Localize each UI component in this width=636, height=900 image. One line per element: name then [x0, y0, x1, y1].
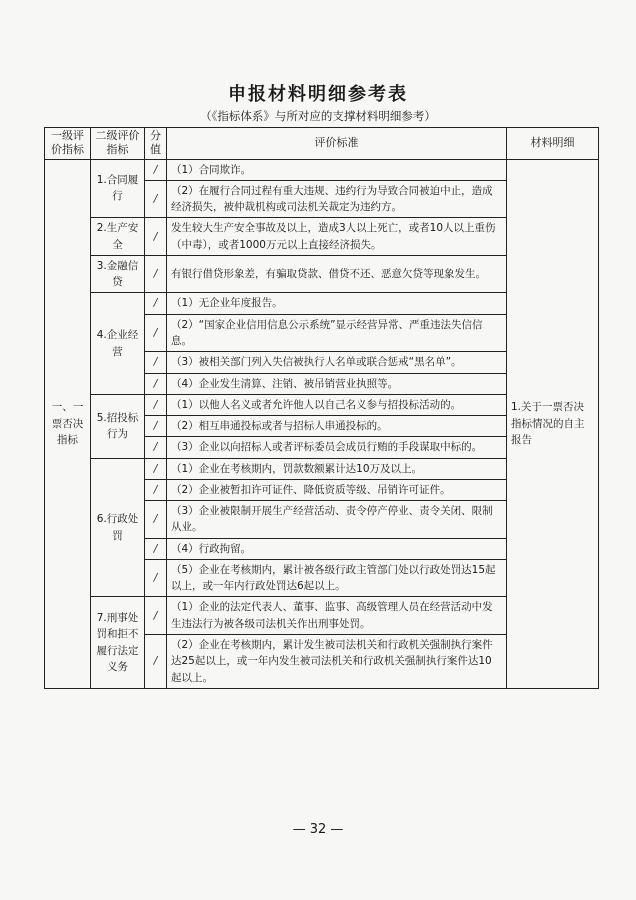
- table-header-row: [45, 128, 599, 160]
- criteria-cell: （3）企业以向招标人或者评标委员会成员行贿的手段谋取中标的。: [167, 437, 507, 458]
- level1-indicator-cell: 一、一票否决指标: [45, 159, 91, 688]
- materials-table: [44, 127, 599, 689]
- criteria-cell: 有银行借贷形象差，有骗取贷款、借贷不还、恶意欠贷等现象发生。: [167, 255, 507, 293]
- criteria-cell: （4）企业发生清算、注销、被吊销营业执照等。: [167, 373, 507, 394]
- score-cell: /: [145, 218, 167, 256]
- score-cell: /: [145, 255, 167, 293]
- level2-indicator-cell: 5.招投标行为: [91, 394, 145, 458]
- score-cell: /: [145, 394, 167, 415]
- criteria-cell: （3）企业被限制开展生产经营活动、责令停产停业、责令关闭、限制从业。: [167, 501, 507, 539]
- table-body: [45, 159, 599, 688]
- score-cell: /: [145, 634, 167, 688]
- score-cell: /: [145, 458, 167, 479]
- criteria-cell: （2）企业被暂扣许可证件、降低资质等级、吊销许可证件。: [167, 479, 507, 500]
- table-row: [45, 159, 599, 180]
- score-cell: /: [145, 180, 167, 218]
- header-level1: 一级评价指标: [45, 128, 91, 160]
- score-cell: /: [145, 501, 167, 539]
- header-score: 分值: [145, 128, 167, 160]
- score-cell: /: [145, 437, 167, 458]
- criteria-cell: （4）行政拘留。: [167, 538, 507, 559]
- criteria-cell: （5）企业在考核期内，累计被各级行政主管部门处以行政处罚达15起以上，或一年内行政处罚达6起以上。: [167, 559, 507, 597]
- criteria-cell: （2）“国家企业信用信息公示系统”显示经营异常、严重违法失信信息。: [167, 314, 507, 352]
- criteria-cell: 发生较大生产安全事故及以上，造成3人以上死亡，或者10人以上重伤（中毒），或者1000万元以上直接经济损失。: [167, 218, 507, 256]
- page-title: 申报材料明细参考表: [228, 84, 408, 105]
- score-cell: /: [145, 559, 167, 597]
- level2-indicator-cell: 3.金融信贷: [91, 255, 145, 293]
- score-cell: /: [145, 479, 167, 500]
- score-cell: /: [145, 314, 167, 352]
- score-cell: /: [145, 538, 167, 559]
- criteria-cell: （2）企业在考核期内，累计发生被司法机关和行政机关强制执行案件达25起以上，或一年内发生被司法机关和行政机关强制执行案件达10起以上。: [167, 634, 507, 688]
- score-cell: /: [145, 416, 167, 437]
- header-level2: 二级评价指标: [91, 128, 145, 160]
- header-materials: 材料明细: [507, 128, 599, 160]
- level2-indicator-cell: 4.企业经营: [91, 293, 145, 394]
- level2-indicator-cell: 1.合同履行: [91, 159, 145, 218]
- page-number: — 32 —: [292, 822, 344, 837]
- materials-cell: 1.关于一票否决指标情况的自主报告: [507, 159, 599, 688]
- criteria-cell: （1）企业在考核期内，罚款数额累计达10万及以上。: [167, 458, 507, 479]
- header-criteria: 评价标准: [167, 128, 507, 160]
- criteria-cell: （3）被相关部门列入失信被执行人名单或联合惩戒“黑名单”。: [167, 352, 507, 373]
- score-cell: /: [145, 597, 167, 635]
- score-cell: /: [145, 352, 167, 373]
- page-subtitle: （《指标体系》与所对应的支撑材料明细参考）: [200, 109, 436, 123]
- level2-indicator-cell: 7.刑事处罚和拒不履行法定义务: [91, 597, 145, 688]
- criteria-cell: （1）无企业年度报告。: [167, 293, 507, 314]
- criteria-cell: （1）以他人名义或者允许他人以自己名义参与招投标活动的。: [167, 394, 507, 415]
- level2-indicator-cell: 2.生产安全: [91, 218, 145, 256]
- score-cell: /: [145, 293, 167, 314]
- criteria-cell: （2）相互串通投标或者与招标人串通投标的。: [167, 416, 507, 437]
- score-cell: /: [145, 159, 167, 180]
- criteria-cell: （1）企业的法定代表人、董事、监事、高级管理人员在经营活动中发生违法行为被各级司法机关作出刑事处罚。: [167, 597, 507, 635]
- score-cell: /: [145, 373, 167, 394]
- level2-indicator-cell: 6.行政处罚: [91, 458, 145, 597]
- criteria-cell: （1）合同欺诈。: [167, 159, 507, 180]
- criteria-cell: （2）在履行合同过程有重大违规、违约行为导致合同被迫中止，造成经济损失，被仲裁机构或司法机关裁定为违约方。: [167, 180, 507, 218]
